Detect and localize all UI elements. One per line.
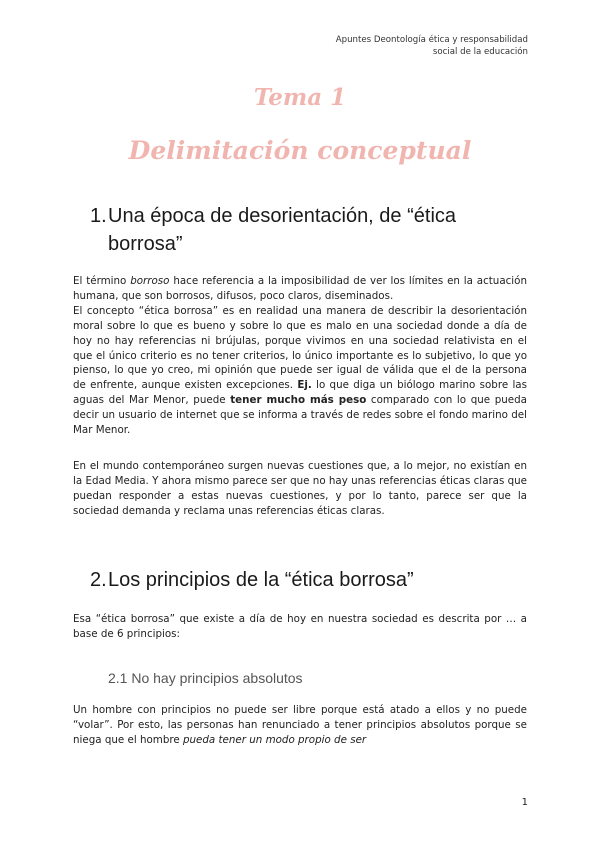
bold-example-label: Ej. [297,379,312,392]
subsection-2-1-heading: 2.1 No hay principios absolutos [108,670,303,686]
section-1-heading-text: Una época de desorientación, de “ética borrosa” [108,205,457,255]
bold-phrase: tener mucho más peso [230,394,367,407]
chapter-title: Tema 1 [253,84,347,111]
section-1-number: 1. [90,205,107,227]
section-2-number: 2. [90,569,107,591]
page-number: 1 [521,797,528,808]
emphasis-borroso: borroso [130,275,170,287]
section-2-heading-text: Los principios de la “ética borrosa” [108,569,414,591]
section-1-heading [90,202,510,258]
section-1-paragraph-1: El término borroso hace referencia a la imposibilidad de ver los límites en la actuación humana, que son borrosos, difusos, poco claros, diseminados. El concepto “ética borrosa” es en realidad una manera de describir la desorientación moral sobre lo que es bueno y sobre lo que es malo en una sociedad donde a día de hoy no hay referencias ni brújulas, porque vivimos en una sociedad relativista en el que el único criterio es no tener criterios, lo único importante es lo subjetivo, lo que yo pienso, lo que yo creo, mi opinión que puede ser igual de válida que el de la persona de enfrente, aunque existen excepciones. Ej. lo que diga un biólogo marino sobre las aguas del Mar Menor, puede tener mucho más peso comparado con lo que pueda decir un usuario de internet que se informa a través de redes sobre el fondo marino del Mar Menor. [73,275,527,437]
header-line-2: social de la educación [432,46,528,57]
subsection-2-1-paragraph: Un hombre con principios no puede ser libre porque está atado a ellos y no puede “volar”. Por esto, las personas han renunciado a tener principios absolutos porque se niega que el hombre pueda tener un modo propio de ser [73,704,527,746]
page-header [228,35,528,58]
chapter-subtitle: Delimitación conceptual [128,136,472,165]
header-line-1: Apuntes Deontología ética y responsabilidad [335,35,528,45]
emphasis-phrase: pueda tener un modo propio de ser [183,733,367,746]
section-2-paragraph-1: Esa “ética borrosa” que existe a día de hoy en nuestra sociedad es descrita por … a base de 6 principios: [73,613,527,640]
section-1-paragraph-2: En el mundo contemporáneo surgen nuevas cuestiones que, a lo mejor, no existían en la Edad Media. Y ahora mismo parece ser que no hay unas referencias éticas claras que puedan responder a estas nuevas cuestiones, y por lo tanto, parece ser que la sociedad demanda y reclama unas referencias éticas claras. [73,460,527,517]
section-2-heading [90,566,510,594]
